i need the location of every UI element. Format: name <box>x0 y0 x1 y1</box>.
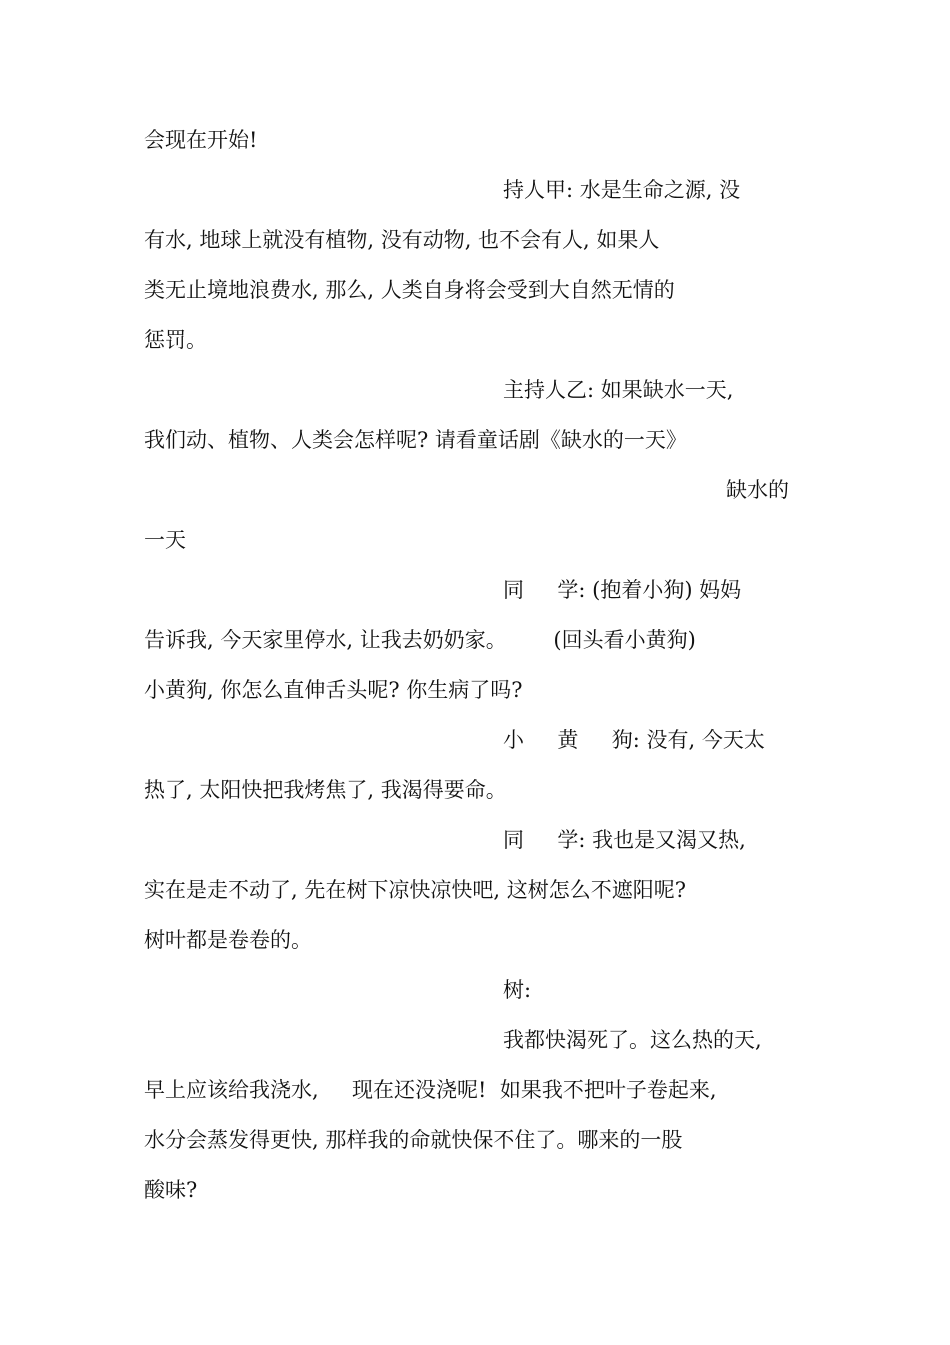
text-line-20: 早上应该给我浇水, 现在还没浇呢! 如果我不把叶子卷起来, <box>144 1078 717 1102</box>
text-line-8: 缺水的 <box>726 478 789 502</box>
text-line-10: 同 学: (抱着小狗) 妈妈 <box>503 578 742 602</box>
text-line-14: 热了, 太阳快把我烤焦了, 我渴得要命。 <box>144 778 507 802</box>
text-line-12: 小黄狗, 你怎么直伸舌头呢? 你生病了吗? <box>144 678 523 702</box>
text-line-3: 有水, 地球上就没有植物, 没有动物, 也不会有人, 如果人 <box>144 228 660 252</box>
text-line-19: 我都快渴死了。这么热的天, <box>503 1028 762 1052</box>
text-line-6: 主持人乙: 如果缺水一天, <box>503 378 734 402</box>
text-line-21: 水分会蒸发得更快, 那样我的命就快保不住了。哪来的一股 <box>144 1128 683 1152</box>
text-line-2: 持人甲: 水是生命之源, 没 <box>503 178 741 202</box>
text-line-16: 实在是走不动了, 先在树下凉快凉快吧, 这树怎么不遮阳呢? <box>144 878 686 902</box>
text-line-9: 一天 <box>144 528 186 552</box>
text-line-15: 同 学: 我也是又渴又热, <box>503 828 746 852</box>
text-line-5: 惩罚。 <box>144 328 207 352</box>
text-line-22: 酸味? <box>144 1178 198 1202</box>
text-line-18: 树: <box>503 978 532 1002</box>
text-line-13: 小 黄 狗: 没有, 今天太 <box>503 728 765 752</box>
text-line-7: 我们动、植物、人类会怎样呢? 请看童话剧《缺水的一天》 <box>144 428 687 452</box>
text-line-17: 树叶都是卷卷的。 <box>144 928 312 952</box>
text-line-11: 告诉我, 今天家里停水, 让我去奶奶家。 (回头看小黄狗) <box>144 628 696 652</box>
text-line-1: 会现在开始! <box>144 128 258 152</box>
text-line-4: 类无止境地浪费水, 那么, 人类自身将会受到大自然无情的 <box>144 278 675 302</box>
